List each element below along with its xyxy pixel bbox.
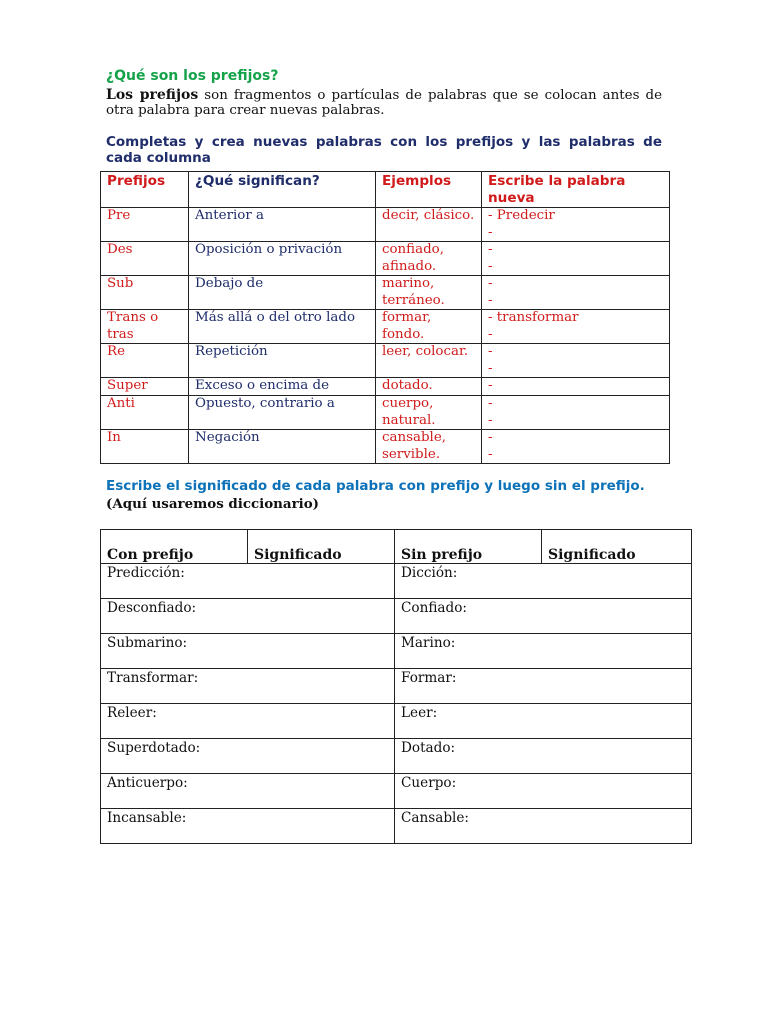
answer-cell[interactable] (482, 396, 670, 430)
with-prefix-cell[interactable]: Incansable: (101, 809, 395, 844)
intro-question: ¿Qué son los prefijos? (106, 68, 279, 84)
answer-cell[interactable] (482, 378, 670, 396)
meaning-cell: Oposición o privación (189, 242, 376, 276)
prefix-cell: Pre (101, 208, 189, 242)
meaning-cell: Repetición (189, 344, 376, 378)
meaning-table (100, 529, 692, 844)
meaning-cell: Negación (189, 430, 376, 464)
prefix-cell: Super (101, 378, 189, 396)
meaning-cell: Debajo de (189, 276, 376, 310)
table-row (101, 809, 692, 844)
prefix-cell: Anti (101, 396, 189, 430)
examples-cell: formar, fondo. (376, 310, 482, 344)
table-row (101, 669, 692, 704)
meaning-table-header (101, 530, 692, 564)
section1-instruction: Completas y crea nuevas palabras con los prefijos y las palabras de cada columna (106, 134, 662, 166)
table-row (101, 564, 692, 599)
table-row (101, 242, 670, 276)
meaning-cell: Exceso o encima de (189, 378, 376, 396)
examples-cell: leer, colocar. (376, 344, 482, 378)
answer-line: - (488, 360, 493, 376)
examples-cell: cansable, servible. (376, 430, 482, 464)
intro-definition: son fragmentos o partículas de palabras que se colocan antes de otra palabra para crear nuevas palabras. (106, 88, 662, 118)
with-prefix-cell[interactable]: Desconfiado: (101, 599, 395, 634)
answer-cell[interactable] (482, 344, 670, 378)
answer-line: - (488, 412, 493, 428)
table-row (101, 208, 670, 242)
with-prefix-cell[interactable]: Submarino: (101, 634, 395, 669)
answer-line: - (488, 396, 493, 411)
examples-cell: cuerpo, natural. (376, 396, 482, 430)
answer-cell[interactable] (482, 276, 670, 310)
answer-line: - (488, 224, 493, 240)
header-ejemplos: Ejemplos (376, 172, 482, 208)
with-prefix-cell[interactable]: Transformar: (101, 669, 395, 704)
intro-paragraph (106, 88, 662, 118)
examples-cell: decir, clásico. (376, 208, 482, 242)
without-prefix-cell[interactable]: Formar: (395, 669, 692, 704)
table-row (101, 599, 692, 634)
header-sin-prefijo: Sin prefijo (395, 530, 542, 564)
meaning-cell: Opuesto, contrario a (189, 396, 376, 430)
prefix-cell: Sub (101, 276, 189, 310)
with-prefix-cell[interactable]: Predicción: (101, 564, 395, 599)
header-significado-con: Significado (248, 530, 395, 564)
table-row (101, 310, 670, 344)
worksheet (106, 68, 662, 166)
prefix-cell: In (101, 430, 189, 464)
header-palabra-nueva: Escribe la palabra nueva (482, 172, 670, 208)
table-row (101, 739, 692, 774)
table-row (101, 276, 670, 310)
without-prefix-cell[interactable]: Leer: (395, 704, 692, 739)
header-con-prefijo: Con prefijo (101, 530, 248, 564)
answer-cell[interactable] (482, 430, 670, 464)
answer-cell[interactable] (482, 208, 670, 242)
table-row (101, 344, 670, 378)
prefix-table (100, 171, 670, 464)
intro-term: Los prefijos (106, 87, 199, 103)
answer-line: - transformar (488, 310, 579, 325)
answer-line: - (488, 258, 493, 274)
header-significan: ¿Qué significan? (189, 172, 376, 208)
examples-cell: dotado. (376, 378, 482, 396)
prefix-table-header (101, 172, 670, 208)
header-prefijos: Prefijos (101, 172, 189, 208)
header-significado-sin: Significado (542, 530, 692, 564)
table-row (101, 396, 670, 430)
without-prefix-cell[interactable]: Confiado: (395, 599, 692, 634)
section2-instruction-text: Escribe el significado de cada palabra con prefijo y luego sin el prefijo. (106, 478, 645, 494)
answer-line: - (488, 344, 493, 359)
examples-cell: confiado, afinado. (376, 242, 482, 276)
meaning-cell: Anterior a (189, 208, 376, 242)
with-prefix-cell[interactable]: Superdotado: (101, 739, 395, 774)
examples-cell: marino, terráneo. (376, 276, 482, 310)
answer-cell[interactable] (482, 242, 670, 276)
answer-line: - (488, 292, 493, 308)
table-row (101, 634, 692, 669)
section2-instruction (106, 477, 666, 513)
prefix-cell: Des (101, 242, 189, 276)
prefix-cell: Re (101, 344, 189, 378)
answer-line: - (488, 378, 493, 393)
table-row (101, 378, 670, 396)
section2-note: (Aquí usaremos diccionario) (106, 496, 319, 512)
answer-line: - (488, 242, 493, 257)
without-prefix-cell[interactable]: Cansable: (395, 809, 692, 844)
answer-line: - (488, 276, 493, 291)
answer-cell[interactable] (482, 310, 670, 344)
with-prefix-cell[interactable]: Releer: (101, 704, 395, 739)
table-row (101, 704, 692, 739)
prefix-cell: Trans o tras (101, 310, 189, 344)
answer-line: - (488, 326, 493, 342)
answer-line: - Predecir (488, 208, 555, 223)
without-prefix-cell[interactable]: Cuerpo: (395, 774, 692, 809)
with-prefix-cell[interactable]: Anticuerpo: (101, 774, 395, 809)
answer-line: - (488, 446, 493, 462)
table-row (101, 774, 692, 809)
without-prefix-cell[interactable]: Dotado: (395, 739, 692, 774)
meaning-cell: Más allá o del otro lado (189, 310, 376, 344)
table-row (101, 430, 670, 464)
without-prefix-cell[interactable]: Dicción: (395, 564, 692, 599)
answer-line: - (488, 430, 493, 445)
without-prefix-cell[interactable]: Marino: (395, 634, 692, 669)
